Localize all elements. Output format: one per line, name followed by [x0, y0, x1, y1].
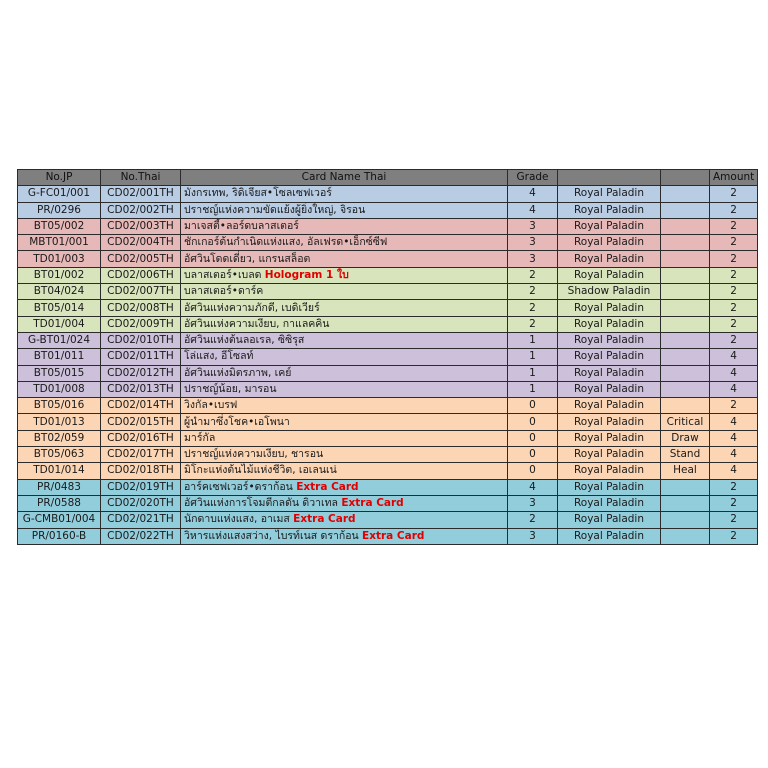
cell-trigger — [661, 300, 710, 316]
cell-card-name — [181, 365, 508, 381]
header-row — [18, 170, 758, 186]
card-name-text: มาเจสตี้•ลอร์ดบลาสเตอร์ — [184, 220, 299, 233]
cell-no-jp: PR/0160-B — [18, 528, 101, 544]
cell-no-jp: BT01/011 — [18, 349, 101, 365]
cell-card-name — [181, 218, 508, 234]
cell-no-jp: BT01/002 — [18, 267, 101, 283]
cell-no-jp: MBT01/001 — [18, 235, 101, 251]
cell-clan: Royal Paladin — [558, 365, 661, 381]
header-no-thai: No.Thai — [101, 170, 181, 186]
table-row — [18, 332, 758, 348]
card-name-text: มิโกะแห่งต้นไม้แห่งชีวิต, เอเลนเน่ — [184, 464, 337, 477]
cell-card-name — [181, 479, 508, 495]
cell-no-thai: CD02/014TH — [101, 398, 181, 414]
table-row — [18, 186, 758, 202]
cell-amount: 2 — [710, 300, 758, 316]
table-row — [18, 284, 758, 300]
card-name-text: อัศวินแห่งความเงียบ, กาแลคคิน — [184, 317, 330, 330]
cell-no-jp: TD01/014 — [18, 463, 101, 479]
cell-no-jp: PR/0588 — [18, 495, 101, 511]
cell-no-jp: TD01/008 — [18, 381, 101, 397]
card-note-text: Extra Card — [341, 497, 404, 510]
cell-clan: Royal Paladin — [558, 463, 661, 479]
card-name-text: ปราชญ์น้อย, มารอน — [184, 383, 277, 395]
cell-grade: 4 — [508, 186, 558, 202]
cell-no-jp: BT05/014 — [18, 300, 101, 316]
cell-grade: 3 — [508, 528, 558, 544]
cell-card-name — [181, 512, 508, 528]
cell-no-thai: CD02/005TH — [101, 251, 181, 267]
cell-clan: Royal Paladin — [558, 495, 661, 511]
card-name-text: โล่แสง, อีโซลท์ — [184, 350, 254, 363]
cell-grade: 1 — [508, 381, 558, 397]
cell-trigger — [661, 381, 710, 397]
cell-no-thai: CD02/010TH — [101, 332, 181, 348]
cell-amount: 2 — [710, 512, 758, 528]
cell-trigger — [661, 528, 710, 544]
cell-trigger: Draw — [661, 430, 710, 446]
cell-no-thai: CD02/018TH — [101, 463, 181, 479]
cell-no-thai: CD02/003TH — [101, 218, 181, 234]
cell-no-thai: CD02/006TH — [101, 267, 181, 283]
table-row — [18, 316, 758, 332]
card-name-text: อัศวินโดดเดี่ยว, แกรนสล็อต — [184, 252, 311, 265]
cell-amount: 4 — [710, 414, 758, 430]
cell-card-name — [181, 186, 508, 202]
cell-clan: Royal Paladin — [558, 447, 661, 463]
table-row — [18, 414, 758, 430]
card-name-text: นักดาบแห่งแสง, อาเมส — [184, 513, 294, 526]
cell-no-thai: CD02/012TH — [101, 365, 181, 381]
cell-card-name — [181, 284, 508, 300]
cell-no-thai: CD02/008TH — [101, 300, 181, 316]
header-clan — [558, 170, 661, 186]
cell-grade: 0 — [508, 463, 558, 479]
cell-card-name — [181, 349, 508, 365]
cell-no-jp: BT04/024 — [18, 284, 101, 300]
cell-trigger — [661, 365, 710, 381]
cell-grade: 1 — [508, 349, 558, 365]
cell-trigger — [661, 398, 710, 414]
table-row — [18, 479, 758, 495]
card-name-text: บลาสเตอร์•ดาร์ค — [184, 285, 264, 298]
table-row — [18, 463, 758, 479]
cell-clan: Royal Paladin — [558, 332, 661, 348]
table-row — [18, 398, 758, 414]
table-row — [18, 430, 758, 446]
cell-amount: 4 — [710, 365, 758, 381]
cell-no-jp: BT02/059 — [18, 430, 101, 446]
table-row — [18, 447, 758, 463]
cell-amount: 2 — [710, 235, 758, 251]
table-row — [18, 267, 758, 283]
cell-grade: 0 — [508, 447, 558, 463]
cell-clan: Royal Paladin — [558, 349, 661, 365]
cell-no-thai: CD02/007TH — [101, 284, 181, 300]
cell-no-thai: CD02/017TH — [101, 447, 181, 463]
card-name-text: ปราชญ์แห่งความขัดแย้งผู้ยิ่งใหญ่, จิรอน — [184, 203, 366, 216]
cell-card-name — [181, 463, 508, 479]
cell-grade: 4 — [508, 479, 558, 495]
cell-card-name — [181, 251, 508, 267]
cell-clan: Royal Paladin — [558, 251, 661, 267]
cell-grade: 2 — [508, 267, 558, 283]
cell-trigger — [661, 284, 710, 300]
cell-no-thai: CD02/021TH — [101, 512, 181, 528]
cell-card-name — [181, 316, 508, 332]
card-name-text: บลาสเตอร์•เบลด — [184, 268, 265, 281]
cell-clan: Royal Paladin — [558, 202, 661, 218]
cell-trigger — [661, 479, 710, 495]
card-note-text: Extra Card — [362, 529, 425, 542]
cell-amount: 2 — [710, 267, 758, 283]
cell-no-jp: PR/0483 — [18, 479, 101, 495]
cell-card-name — [181, 528, 508, 544]
cell-card-name — [181, 202, 508, 218]
cell-no-jp: BT05/016 — [18, 398, 101, 414]
cell-trigger: Stand — [661, 447, 710, 463]
table-row — [18, 528, 758, 544]
cell-clan: Royal Paladin — [558, 430, 661, 446]
cell-grade: 2 — [508, 512, 558, 528]
cell-no-thai: CD02/013TH — [101, 381, 181, 397]
card-name-text: อาร์คเซฟเวอร์•ดราก้อน — [184, 480, 297, 493]
card-name-text: ปราชญ์แห่งความเงียบ, ชารอน — [184, 448, 324, 461]
card-name-text: อัศวินแห่งมิตรภาพ, เคย์ — [184, 366, 292, 379]
header-card-name: Card Name Thai — [181, 170, 508, 186]
cell-trigger: Critical — [661, 414, 710, 430]
card-note-text: Hologram 1 ใบ — [264, 268, 349, 281]
cell-amount: 4 — [710, 430, 758, 446]
cell-card-name — [181, 332, 508, 348]
cell-no-jp: PR/0296 — [18, 202, 101, 218]
cell-clan: Royal Paladin — [558, 186, 661, 202]
cell-trigger — [661, 267, 710, 283]
table-row — [18, 381, 758, 397]
table-row — [18, 218, 758, 234]
cell-clan: Royal Paladin — [558, 381, 661, 397]
cell-grade: 3 — [508, 218, 558, 234]
cell-clan: Royal Paladin — [558, 528, 661, 544]
card-name-text: วิงกัล•เบรฟ — [184, 399, 238, 412]
cell-no-thai: CD02/020TH — [101, 495, 181, 511]
cell-clan: Royal Paladin — [558, 414, 661, 430]
cell-clan: Royal Paladin — [558, 267, 661, 283]
cell-card-name — [181, 414, 508, 430]
header-no-jp: No.JP — [18, 170, 101, 186]
table-row — [18, 235, 758, 251]
cell-trigger: Heal — [661, 463, 710, 479]
cell-no-jp: BT05/002 — [18, 218, 101, 234]
cell-amount: 2 — [710, 479, 758, 495]
cell-clan: Royal Paladin — [558, 512, 661, 528]
cell-amount: 2 — [710, 251, 758, 267]
cell-card-name — [181, 430, 508, 446]
table-row — [18, 349, 758, 365]
cell-grade: 1 — [508, 365, 558, 381]
cell-grade: 4 — [508, 202, 558, 218]
cell-grade: 2 — [508, 316, 558, 332]
cell-clan: Royal Paladin — [558, 479, 661, 495]
cell-trigger — [661, 235, 710, 251]
cell-card-name — [181, 235, 508, 251]
card-name-text: มังกรเทพ, ริดิเจียส•โซลเซฟเวอร์ — [184, 187, 332, 200]
cell-amount: 2 — [710, 218, 758, 234]
cell-grade: 1 — [508, 332, 558, 348]
table-row — [18, 202, 758, 218]
cell-trigger — [661, 512, 710, 528]
cell-clan: Royal Paladin — [558, 300, 661, 316]
cell-amount: 2 — [710, 528, 758, 544]
card-name-text: ผู้นำมาซึ่งโชค•เอโพนา — [184, 415, 290, 428]
card-name-text: มาร์กัล — [184, 431, 216, 444]
cell-no-jp: BT05/063 — [18, 447, 101, 463]
cell-no-jp: TD01/004 — [18, 316, 101, 332]
cell-grade: 3 — [508, 235, 558, 251]
cell-grade: 3 — [508, 251, 558, 267]
card-name-text: อัศวินแห่งการโจมตีกลดัน ดิวาเทล — [184, 497, 342, 510]
cell-trigger — [661, 495, 710, 511]
cell-grade: 0 — [508, 414, 558, 430]
table-row — [18, 300, 758, 316]
cell-no-jp: TD01/003 — [18, 251, 101, 267]
cell-card-name — [181, 398, 508, 414]
cell-amount: 2 — [710, 398, 758, 414]
cell-clan: Shadow Paladin — [558, 284, 661, 300]
cell-grade: 2 — [508, 284, 558, 300]
cell-no-thai: CD02/004TH — [101, 235, 181, 251]
cell-amount: 2 — [710, 186, 758, 202]
cell-no-jp: G-CMB01/004 — [18, 512, 101, 528]
table-row — [18, 251, 758, 267]
card-list-table — [17, 169, 758, 545]
cell-no-thai: CD02/022TH — [101, 528, 181, 544]
card-name-text: อัศวินแห่งต้นลอเรล, ซิซิรุส — [184, 334, 305, 347]
cell-amount: 4 — [710, 349, 758, 365]
table-row — [18, 495, 758, 511]
cell-amount: 2 — [710, 332, 758, 348]
cell-no-jp: G-FC01/001 — [18, 186, 101, 202]
table-row — [18, 365, 758, 381]
card-name-text: อัศวินแห่งความภักดี, เบดิเวียร์ — [184, 301, 320, 314]
cell-trigger — [661, 251, 710, 267]
cell-amount: 2 — [710, 495, 758, 511]
cell-no-thai: CD02/019TH — [101, 479, 181, 495]
cell-amount: 2 — [710, 284, 758, 300]
header-grade: Grade — [508, 170, 558, 186]
cell-grade: 2 — [508, 300, 558, 316]
cell-grade: 0 — [508, 430, 558, 446]
cell-trigger — [661, 349, 710, 365]
cell-no-thai: CD02/009TH — [101, 316, 181, 332]
cell-no-jp: G-BT01/024 — [18, 332, 101, 348]
cell-clan: Royal Paladin — [558, 398, 661, 414]
cell-card-name — [181, 300, 508, 316]
cell-clan: Royal Paladin — [558, 235, 661, 251]
cell-clan: Royal Paladin — [558, 316, 661, 332]
cell-amount: 4 — [710, 447, 758, 463]
cell-no-thai: CD02/011TH — [101, 349, 181, 365]
cell-no-thai: CD02/015TH — [101, 414, 181, 430]
cell-trigger — [661, 316, 710, 332]
cell-trigger — [661, 332, 710, 348]
cell-no-thai: CD02/016TH — [101, 430, 181, 446]
cell-amount: 2 — [710, 316, 758, 332]
cell-amount: 4 — [710, 381, 758, 397]
header-amount: Amount — [710, 170, 758, 186]
cell-grade: 3 — [508, 495, 558, 511]
cell-card-name — [181, 447, 508, 463]
header-trigger — [661, 170, 710, 186]
cell-card-name — [181, 267, 508, 283]
cell-amount: 4 — [710, 463, 758, 479]
cell-card-name — [181, 381, 508, 397]
cell-no-thai: CD02/002TH — [101, 202, 181, 218]
cell-amount: 2 — [710, 202, 758, 218]
table-row — [18, 512, 758, 528]
cell-no-jp: BT05/015 — [18, 365, 101, 381]
cell-no-jp: TD01/013 — [18, 414, 101, 430]
cell-trigger — [661, 218, 710, 234]
card-name-text: วิหารแห่งแสงสว่าง, ไบรท์เนส ดราก้อน — [184, 529, 363, 542]
cell-clan: Royal Paladin — [558, 218, 661, 234]
cell-no-thai: CD02/001TH — [101, 186, 181, 202]
cell-trigger — [661, 186, 710, 202]
card-note-text: Extra Card — [293, 513, 356, 526]
cell-grade: 0 — [508, 398, 558, 414]
card-note-text: Extra Card — [296, 480, 359, 493]
cell-card-name — [181, 495, 508, 511]
cell-trigger — [661, 202, 710, 218]
card-name-text: ชักเกอร์ต้นกำเนิดแห่งแสง, อัลเฟรด•เอ็กซ์ซีฟ — [184, 236, 388, 249]
